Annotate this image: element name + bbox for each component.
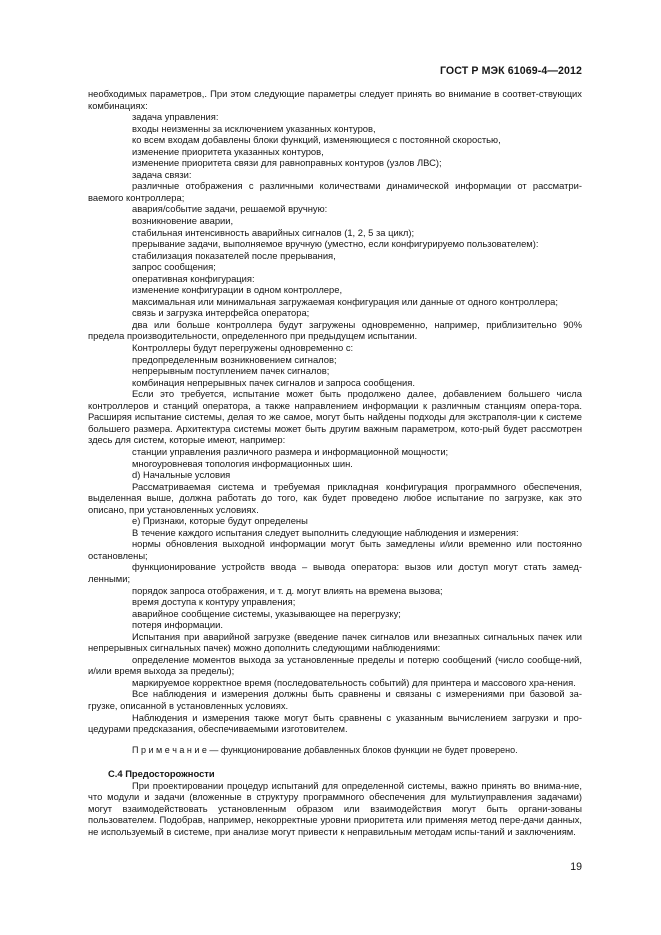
paragraph: возникновение аварии, [132, 215, 234, 227]
paragraph: задача управления: [132, 111, 219, 123]
paragraph: потеря информации. [132, 619, 223, 631]
paragraph: различные отображения с различными количествами динамической информации от рассматри-ваемого контроллера; [88, 180, 582, 203]
paragraph: Наблюдения и измерения также могут быть сравнены с указанным вычислением загрузки и про-цедурами предсказания, обеспечиваемыми изготовителем. [88, 711, 582, 735]
document-code: ГОСТ Р МЭК 61069-4—2012 [439, 65, 582, 77]
paragraph: порядок запроса отображения, и т. д. могут влиять на времена вызова; [132, 584, 443, 596]
note: П р и м е ч а н и е — функционирование добавленных блоков функции не будет проверено. [132, 744, 518, 755]
paragraph: задача связи: [132, 168, 192, 180]
paragraph: нормы обновления выходной информации могут быть замедлены и/или временно или постоянно остановлены; [88, 538, 582, 561]
paragraph: авария/событие задачи, решаемой вручную: [132, 203, 328, 215]
paragraph: стабилизация показателей после прерывания, [132, 249, 336, 261]
paragraph: d) Начальные условия [132, 469, 231, 481]
paragraph: e) Признаки, которые будут определены [132, 515, 308, 527]
paragraph: функционирование устройств ввода – вывода оператора: вызов или доступ могут стать замед-ленными; [88, 561, 582, 584]
paragraph: прерывание задачи, выполняемое вручную (уместно, если конфигурируемо пользователем): [132, 238, 539, 250]
paragraph: определение моментов выхода за установленные пределы и потерю сообщений (число сообще-ний, и/или время выхода за пределы); [88, 653, 582, 677]
section-text: При проектировании процедур испытаний для определенной системы, важно принять во внима-ние, что модули и задачи (вложенные в структуру программного обеспечения для мультиуправления задачами) могут взаимодействовать установленным образом или взаимодействия могут быть органи-зованы пользователем. Подобрав, например, некорректные уровни приоритета или применяя метод пере-дачи данных, не используемый в системе, при анализе могут привести к неправильным методам испы-таний и заключениям. [88, 779, 582, 837]
paragraph: время доступа к контуру управления; [132, 596, 296, 608]
section-title: С.4 Предосторожности [108, 768, 215, 780]
paragraph: необходимых параметров,. При этом следующие параметры следует принять во внимание в соответ-ствующих комбинациях: [88, 88, 582, 111]
body-text [88, 88, 582, 837]
paragraph: предопределенным возникновением сигналов; [132, 353, 337, 365]
paragraph: комбинация непрерывных пачек сигналов и запроса сообщения. [132, 376, 415, 388]
paragraph: Все наблюдения и измерения должны быть сравнены и связаны с измерениями при базовой за-грузке, описанной в установленных условиях. [88, 688, 582, 711]
paragraph: изменение приоритета связи для равноправных контуров (узлов ЛВС); [132, 157, 442, 169]
paragraph: стабильная интенсивность аварийных сигналов (1, 2, 5 за цикл); [132, 226, 415, 238]
paragraph: В течение каждого испытания следует выполнить следующие наблюдения и измерения: [132, 526, 519, 538]
paragraph: изменение приоритета указанных контуров, [132, 145, 324, 157]
paragraph: непрерывным поступлением пачек сигналов; [132, 365, 330, 377]
paragraph: многоуровневая топология информационных шин. [132, 457, 353, 469]
paragraph: входы неизменны за исключением указанных контуров, [132, 122, 376, 134]
paragraph: максимальная или минимальная загружаемая конфигурация или данные от одного контроллера; [132, 295, 558, 307]
paragraph: Если это требуется, испытание может быть продолжено далее, добавлением большего числа контроллеров и станций оператора, а также направлением информации к различным станциям опера-тора. Расширяя испытание системы, делая то же самое, могут быть найдены подходы для экстраполя-ции к системе большего размера. Архитектура системы может быть другим важным параметром, кото-рый будет рассмотрен здесь для систем, которые имеют, например: [88, 388, 582, 446]
paragraph: маркируемое корректное время (последовательность событий) для принтера и массового хра-нения. [132, 676, 576, 688]
paragraph: связь и загрузка интерфейса оператора; [132, 307, 310, 319]
paragraph-list [88, 88, 582, 735]
paragraph: запрос сообщения; [132, 261, 216, 273]
paragraph: ко всем входам добавлены блоки функций, изменяющиеся с постоянной скоростью, [132, 134, 501, 146]
paragraph: Рассматриваемая система и требуемая прикладная конфигурация программного обеспечения, выделенная выше, должна работать до того, как будет проведено любое испытание по загрузке, как это описано, при установленных условиях. [88, 480, 582, 515]
paragraph: оперативная конфигурация: [132, 272, 255, 284]
paragraph: два или больше контроллера будут загружены одновременно, например, приблизительно 90% предела производительности, определенного при предыдущем испытании. [88, 318, 582, 342]
paragraph: станции управления различного размера и информационной мощности; [132, 445, 449, 457]
paragraph: Испытания при аварийной загрузке (введение пачек сигналов или внезапных сигнальных пачек или непрерывных сигнальных пачек) можно дополнить следующими наблюдениями: [88, 630, 582, 654]
page-number: 19 [570, 861, 582, 873]
paragraph: изменение конфигурации в одном контроллере, [132, 284, 343, 296]
paragraph: Контроллеры будут перегружены одновременно с: [132, 342, 354, 354]
paragraph: аварийное сообщение системы, указывающее на перегрузку; [132, 607, 401, 619]
